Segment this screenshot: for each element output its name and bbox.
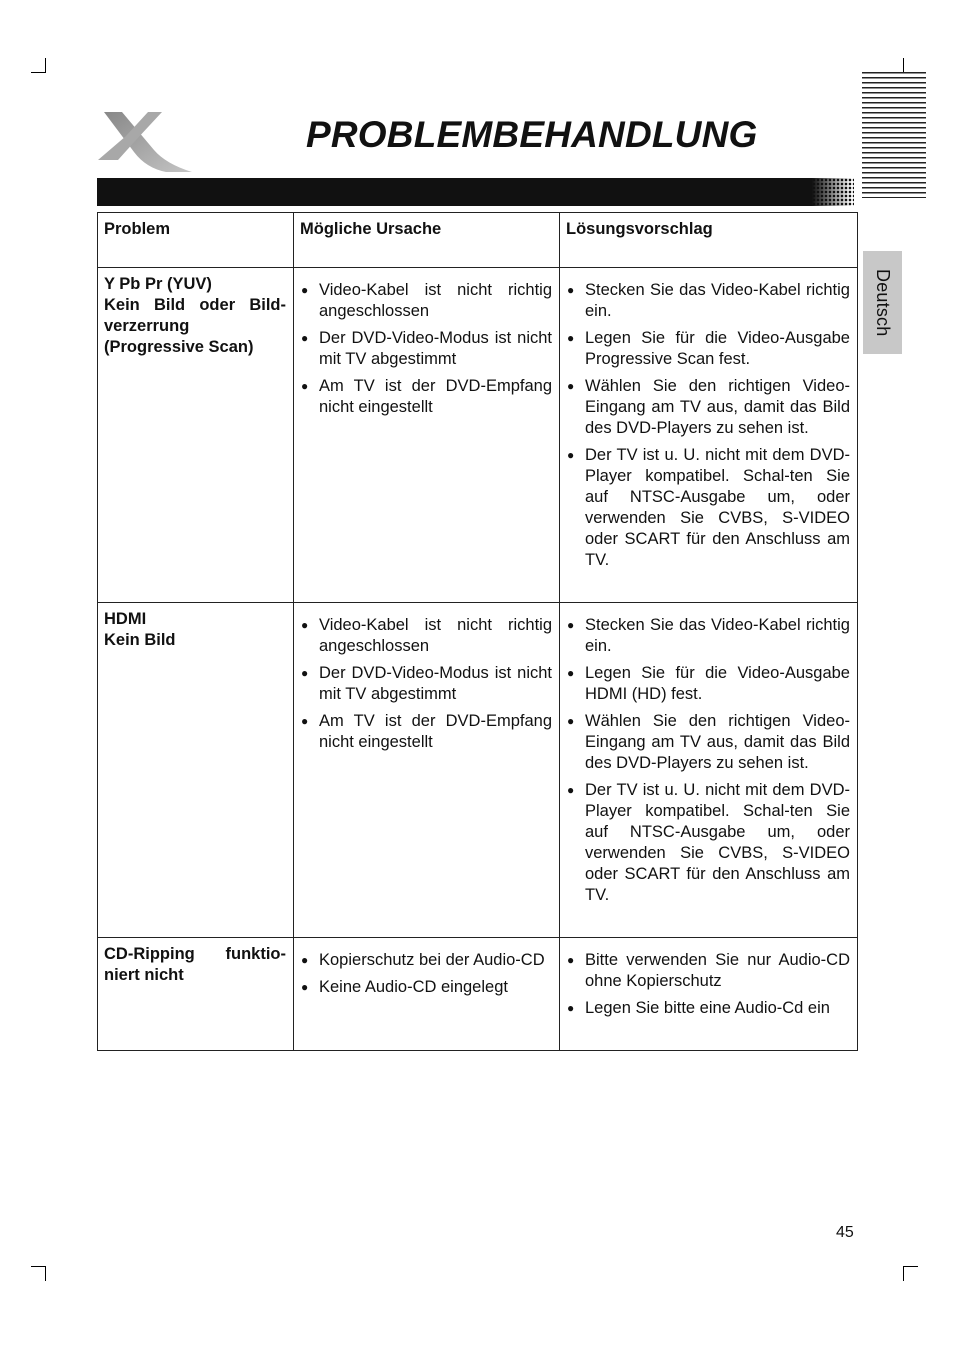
list-item: ● Bitte verwenden Sie nur Audio-CD ohne Kopierschutz (566, 950, 850, 992)
header-cause: Mögliche Ursache (294, 213, 560, 268)
list-item: ● Legen Sie bitte eine Audio-Cd ein (566, 998, 850, 1019)
problem-line: CD-Ripping funktio-niert nicht (104, 945, 286, 984)
list-item: ● Stecken Sie das Video-Kabel richtig ein. (566, 280, 850, 322)
list-item: ● Am TV ist der DVD-Empfang nicht eingestellt (300, 376, 552, 418)
solution-cell (560, 603, 858, 938)
list-item: ● Kopierschutz bei der Audio-CD (300, 950, 552, 971)
problem-cell (98, 268, 294, 603)
language-tab-label: Deutsch (873, 268, 893, 337)
list-item: ● Keine Audio-CD eingelegt (300, 977, 552, 998)
list-item: ● Der TV ist u. U. nicht mit dem DVD-Player kompatibel. Schal-ten Sie auf NTSC-Ausgabe um, oder verwenden Sie CVBS, S-VIDEO oder SCART für den Anschluss am TV. (566, 445, 850, 571)
cause-cell (294, 938, 560, 1051)
list-item: ● Stecken Sie das Video-Kabel richtig ein. (566, 615, 850, 657)
list-item: ● Wählen Sie den richtigen Video-Eingang am TV aus, damit das Bild des DVD-Players zu sehen ist. (566, 376, 850, 439)
table-row (98, 938, 858, 1051)
list-item: ● Am TV ist der DVD-Empfang nicht eingestellt (300, 711, 552, 753)
problem-cell (98, 938, 294, 1051)
header-problem: Problem (98, 213, 294, 268)
list-item: ● Legen Sie für die Video-Ausgabe HDMI (HD) fest. (566, 663, 850, 705)
list-item: ● Legen Sie für die Video-Ausgabe Progressive Scan fest. (566, 328, 850, 370)
problem-line: Kein Bild oder Bild-verzerrung (104, 296, 286, 335)
list-item: ● Der DVD-Video-Modus ist nicht mit TV abgestimmt (300, 328, 552, 370)
cause-cell (294, 603, 560, 938)
title-bar (97, 178, 852, 206)
language-tab (863, 251, 902, 354)
solution-cell (560, 268, 858, 603)
decorative-stripes (862, 72, 926, 198)
problem-line: HDMI (104, 610, 147, 628)
list-item: ● Video-Kabel ist nicht richtig angeschlossen (300, 280, 552, 322)
page-title: PROBLEMBEHANDLUNG (306, 114, 758, 155)
crop-mark-top-left (31, 58, 46, 73)
header-solution: Lösungsvorschlag (560, 213, 858, 268)
cause-cell (294, 268, 560, 603)
title-bar-dots (812, 178, 854, 206)
page-number: 45 (836, 1224, 854, 1241)
problem-line: Y Pb Pr (YUV) (104, 275, 212, 293)
crop-mark-bottom-left (31, 1266, 46, 1281)
table-header-row (98, 213, 858, 268)
list-item: ● Der DVD-Video-Modus ist nicht mit TV abgestimmt (300, 663, 552, 705)
problem-cell (98, 603, 294, 938)
problem-line: (Progressive Scan) (104, 338, 254, 356)
crop-mark-top-right (903, 58, 918, 73)
troubleshooting-table (97, 212, 858, 1051)
solution-cell (560, 938, 858, 1051)
crop-mark-bottom-right (903, 1266, 918, 1281)
table-row (98, 268, 858, 603)
list-item: ● Der TV ist u. U. nicht mit dem DVD-Player kompatibel. Schal-ten Sie auf NTSC-Ausgabe um, oder verwenden Sie CVBS, S-VIDEO oder SCART für den Anschluss am TV. (566, 780, 850, 906)
xoro-x-logo-icon (96, 110, 196, 176)
table-row (98, 603, 858, 938)
list-item: ● Wählen Sie den richtigen Video-Eingang am TV aus, damit das Bild des DVD-Players zu sehen ist. (566, 711, 850, 774)
problem-line: Kein Bild (104, 631, 176, 649)
list-item: ● Video-Kabel ist nicht richtig angeschlossen (300, 615, 552, 657)
